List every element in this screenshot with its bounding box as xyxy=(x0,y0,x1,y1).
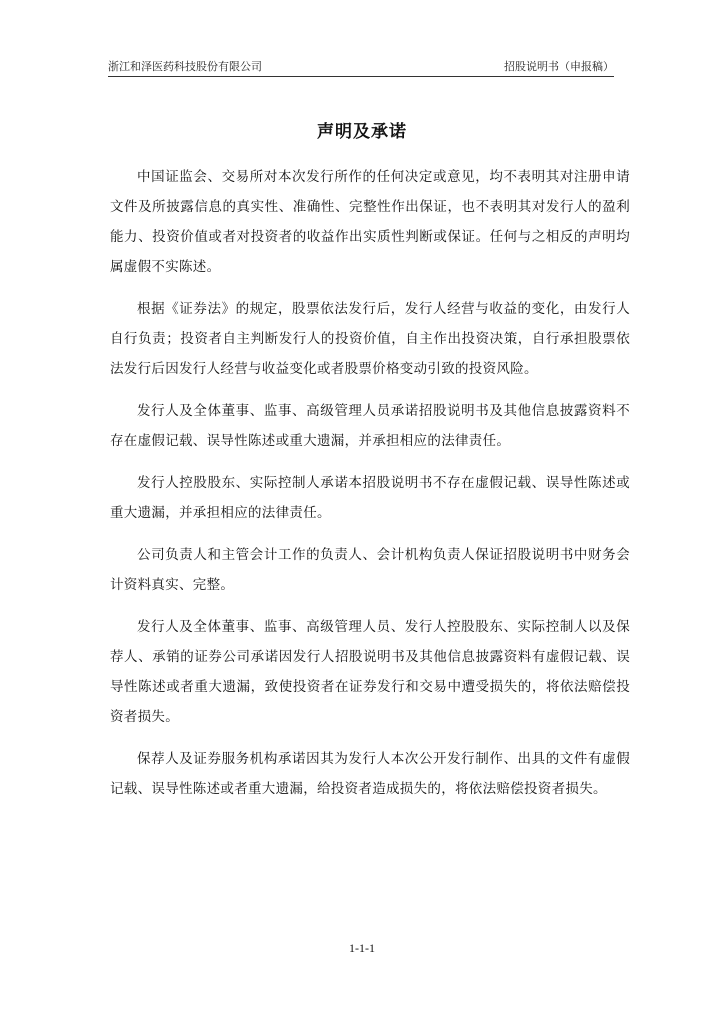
header-company-name: 浙江和泽医药科技股份有限公司 xyxy=(108,60,262,73)
paragraph-1: 中国证监会、交易所对本次发行所作的任何决定或意见，均不表明其对注册申请文件及所披露信息的真实性、准确性、完整性作出保证，也不表明其对发行人的盈利能力、投资价值或者对投资者的收益作出实质性判断或保证。任何与之相反的声明均属虚假不实陈述。 xyxy=(110,169,630,275)
page-number: 1-1-1 xyxy=(349,941,375,955)
paragraph-7: 保荐人及证券服务机构承诺因其为发行人本次公开发行制作、出具的文件有虚假记载、误导性陈述或者重大遗漏，给投资者造成损失的，将依法赔偿投资者损失。 xyxy=(110,751,630,797)
paragraph-5: 公司负责人和主管会计工作的负责人、会计机构负责人保证招股说明书中财务会计资料真实、完整。 xyxy=(110,547,630,593)
statement-body xyxy=(110,162,630,816)
paragraph-6: 发行人及全体董事、监事、高级管理人员、发行人控股股东、实际控制人以及保荐人、承销的证券公司承诺因发行人招股说明书及其他信息披露资料有虚假记载、误导性陈述或者重大遗漏，致使投资者在证券发行和交易中遭受损失的，将依法赔偿投资者损失。 xyxy=(110,619,630,725)
header-document-type: 招股说明书（申报稿） xyxy=(504,60,614,73)
paragraph-2: 根据《证券法》的规定，股票依法发行后，发行人经营与收益的变化，由发行人自行负责；投资者自主判断发行人的投资价值，自主作出投资决策，自行承担股票依法发行后因发行人经营与收益变化或者股票价格变动引致的投资风险。 xyxy=(110,301,630,377)
paragraph-4: 发行人控股股东、实际控制人承诺本招股说明书不存在虚假记载、误导性陈述或重大遗漏，并承担相应的法律责任。 xyxy=(110,475,630,521)
header-divider xyxy=(108,76,614,77)
page-header xyxy=(108,58,614,76)
paragraph-3: 发行人及全体董事、监事、高级管理人员承诺招股说明书及其他信息披露资料不存在虚假记载、误导性陈述或重大遗漏，并承担相应的法律责任。 xyxy=(110,403,630,449)
page-title: 声明及承诺 xyxy=(317,122,407,142)
